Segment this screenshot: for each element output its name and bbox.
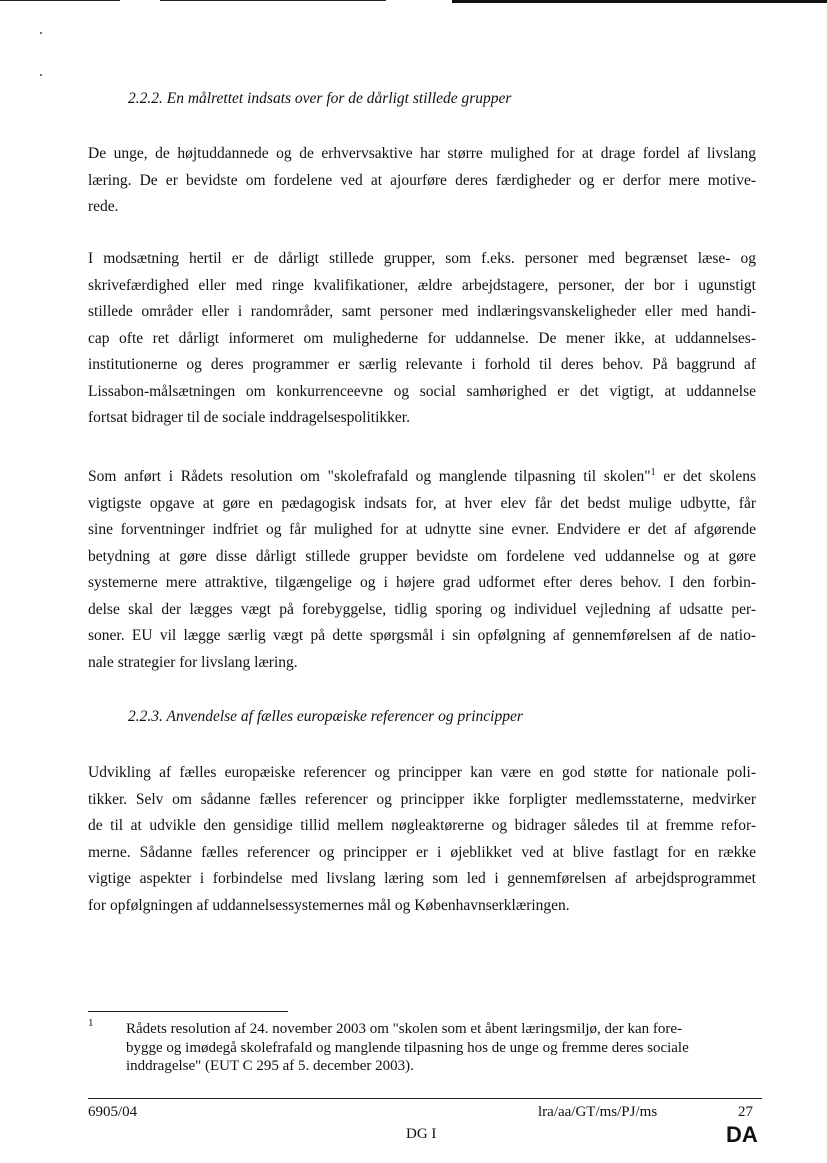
- paragraph-line: sine forventninger indfriet og får mulighed for at udnytte sine evner. Endvidere er det af afgørende: [88, 521, 756, 538]
- paragraph-line: stillede områder eller i randområder, samt personer med indlæringsvanskeligheder eller med handi-: [88, 303, 756, 320]
- paragraph-line: tikker. Selv om sådanne fælles referencer og principper ikke forpligter medlemsstaterne, medvirker: [88, 790, 756, 808]
- footnote-reference: 1: [650, 466, 656, 478]
- paragraph-line: vigtigste opgave at gøre en pædagogisk indsats for, at hver elev får det bedst mulige udbytte, får: [88, 494, 756, 512]
- paragraph: [88, 246, 756, 432]
- paragraph-line: for opfølgningen af uddannelsessystemernes mål og Københavnserklæringen.: [88, 896, 570, 914]
- footnote-divider: [88, 1011, 288, 1012]
- scan-edge-line: [452, 0, 827, 3]
- paragraph-line: fortsat bidrager til de sociale inddragelsespolitikker.: [88, 409, 410, 426]
- page-number: 27: [738, 1104, 753, 1120]
- paragraph-line: [88, 464, 756, 491]
- footnote-text: [126, 1020, 756, 1076]
- footer-divider: [88, 1098, 762, 1099]
- paragraph-line-text: er det skolens: [655, 468, 756, 485]
- directorate-label: DG I: [406, 1126, 437, 1142]
- paragraph-line: De unge, de højtuddannede og de erhvervsaktive har større mulighed for at drage fordel af livslang: [88, 145, 756, 162]
- author-reference: lra/aa/GT/ms/PJ/ms: [538, 1104, 658, 1120]
- paragraph-line: læring. De er bevidste om fordelene ved at ajourføre deres færdigheder og er derfor mere motive-: [88, 171, 756, 189]
- scan-speck: [40, 74, 42, 76]
- paragraph-line: delse skal der lægges vægt på forebyggelse, tidlig sporing og individuel vejledning af udsatte per-: [88, 600, 756, 618]
- scan-speck: [40, 32, 42, 34]
- paragraph-line: Udvikling af fælles europæiske referencer og principper kan være en god støtte for nationale poli-: [88, 764, 756, 781]
- section-heading: 2.2.2. En målrettet indsats over for de dårligt stillede grupper: [128, 90, 512, 107]
- paragraph: [88, 760, 756, 919]
- paragraph-line: de til at udvikle den gensidige tillid mellem nøgleaktørerne og bidrager således til at fremme refor-: [88, 817, 756, 834]
- language-code: DA: [726, 1122, 758, 1147]
- paragraph-line: nale strategier for livslang læring.: [88, 653, 298, 671]
- paragraph: [88, 141, 756, 221]
- footnote-number: 1: [88, 1017, 94, 1029]
- paragraph-line: skrivefærdighed eller med ringe kvalifikationer, ældre arbejdstagere, personer, der bor i ugunstigt: [88, 276, 756, 294]
- scan-edge-line: [160, 0, 386, 1]
- paragraph-line: betydning at gøre disse dårligt stillede grupper bevidste om fordelene ved uddannelse og at gøre: [88, 547, 756, 565]
- footnote-line: Rådets resolution af 24. november 2003 om "skolen som et åbent læringsmiljø, der kan fore-: [126, 1021, 683, 1037]
- document-number: 6905/04: [88, 1104, 138, 1120]
- paragraph-line: institutionerne og deres programmer er særlig relevante i forhold til deres behov. På baggrund af: [88, 356, 756, 373]
- paragraph: [88, 464, 756, 676]
- paragraph-line: rede.: [88, 198, 119, 215]
- paragraph-line: soner. EU vil lægge særlig vægt på dette spørgsmål i sin opfølgning af gennemførelsen af de natio-: [88, 627, 756, 644]
- paragraph-line: I modsætning hertil er de dårligt stillede grupper, som f.eks. personer med begrænset læse- og: [88, 250, 756, 267]
- paragraph-line: cap ofte ret dårligt informeret om mulighederne for uddannelse. De mener ikke, at uddannelses-: [88, 329, 756, 347]
- paragraph-line: merne. Sådanne fælles referencer og principper er i øjeblikket ved at blive fastlagt for en række: [88, 843, 756, 861]
- paragraph-line: vigtige aspekter i forbindelse med livslang læring som led i gennemførelsen af arbejdsprogrammet: [88, 870, 756, 887]
- footnote-line: bygge og imødegå skolefrafald og manglende tilpasning hos de unge og fremme deres sociale: [126, 1039, 689, 1056]
- paragraph-line-text: Som anført i Rådets resolution om "skolefrafald og manglende tilpasning til skolen": [88, 468, 651, 485]
- paragraph-line: systemerne mere attraktive, tilgængelige og i højere grad udformet efter deres behov. I den forbin-: [88, 574, 756, 591]
- footnote-line: inddragelse" (EUT C 295 af 5. december 2003).: [126, 1058, 414, 1074]
- paragraph-line: Lissabon-målsætningen om konkurrenceevne og social samhørighed er det vigtigt, at uddannelse: [88, 382, 756, 400]
- scan-edge-line: [0, 0, 120, 1]
- section-heading: 2.2.3. Anvendelse af fælles europæiske referencer og principper: [128, 708, 523, 725]
